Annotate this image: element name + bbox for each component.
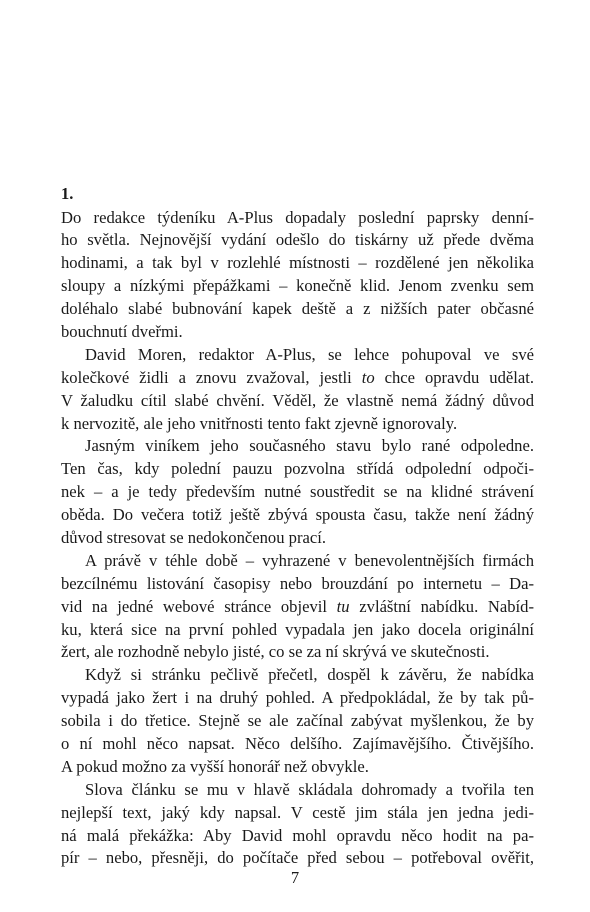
text-line: Do redakce týdeníku A-Plus dopadaly poslední paprsky denní-	[61, 207, 534, 227]
text-line: Ten čas, kdy polední pauzu pozvolna střídá odpolední odpoči-	[61, 459, 534, 479]
text-line: A právě v téhle době – vyhrazené v benevolentnějších firmách	[85, 550, 534, 570]
text-line: sobila i do třetice. Stejně se ale začínal zabývat myšlenkou, že by	[61, 711, 534, 731]
emphasized-word: to	[361, 367, 375, 387]
text-line: kolečkové židli a znovu zvažoval, jestli to chce opravdu udělat.	[61, 367, 534, 387]
emphasized-word: tu	[336, 596, 350, 616]
text-line: Když si stránku pečlivě přečetl, dospěl k závěru, že nabídka	[85, 665, 534, 685]
text-line: A pokud možno za vyšší honorář než obvykle.	[61, 756, 369, 776]
text-line: ná malá překážka: Aby David mohl opravdu něco hodit na pa-	[61, 825, 534, 845]
text-line: bezcílnému listování časopisy nebo brouzdání po internetu – Da-	[61, 573, 534, 593]
text-line: David Moren, redaktor A-Plus, se lehce pohupoval ve své	[85, 344, 534, 364]
text-line: důvod stresovat se nedokončenou prací.	[61, 527, 326, 547]
text-line: vid na jedné webové stránce objevil tu zvláštní nabídku. Nabíd-	[61, 596, 534, 616]
text-line: V žaludku cítil slabé chvění. Věděl, že vlastně nemá žádný důvod	[61, 390, 534, 410]
text-line: o ní mohl něco napsat. Něco delšího. Zajímavějšího. Čtivějšího.	[61, 733, 534, 753]
text-line: ho světla. Nejnovější vydání odešlo do tiskárny už přede dvěma	[61, 230, 534, 250]
page-number: 7	[290, 868, 300, 887]
text-line: pír – nebo, přesněji, do počítače před sebou – potřeboval ověřit,	[61, 848, 534, 868]
text-line: hodinami, a tak byl v rozlehlé místnosti – rozdělené jen několika	[61, 253, 534, 273]
text-line: nejlepší text, jaký kdy napsal. V cestě jim stála jen jedna jedi-	[61, 802, 534, 822]
text-line: doléhalo slabé bubnování kapek deště a z nižších pater občasné	[61, 299, 534, 319]
text-line: k nervozitě, ale jeho vnitřnosti tento fakt zjevně ignorovaly.	[61, 413, 458, 433]
text-line: oběda. Do večera totiž ještě zbývá spousta času, takže není žádný	[61, 505, 534, 525]
text-line: bouchnutí dveřmi.	[61, 321, 183, 341]
text-line: Slova článku se mu v hlavě skládala dohromady a tvořila ten	[85, 779, 534, 799]
text-line: ku, která sice na první pohled vypadala jen jako docela originální	[61, 619, 534, 639]
text-line: vypadá jako žert i na druhý pohled. A předpokládal, že by tak pů-	[61, 688, 534, 708]
text-line: žert, ale rozhodně nebylo jisté, co se za ní skrývá ve skutečnosti.	[61, 642, 490, 662]
chapter-number: 1.	[61, 184, 74, 203]
text-line: Jasným viníkem jeho současného stavu bylo rané odpoledne.	[85, 436, 534, 456]
text-line: nek – a je tedy především nutné soustředit se na klidné strávení	[61, 482, 534, 502]
body-text	[61, 207, 534, 871]
text-line: sloupy a nízkými přepážkami – konečně klid. Jenom zvenku sem	[61, 276, 534, 296]
